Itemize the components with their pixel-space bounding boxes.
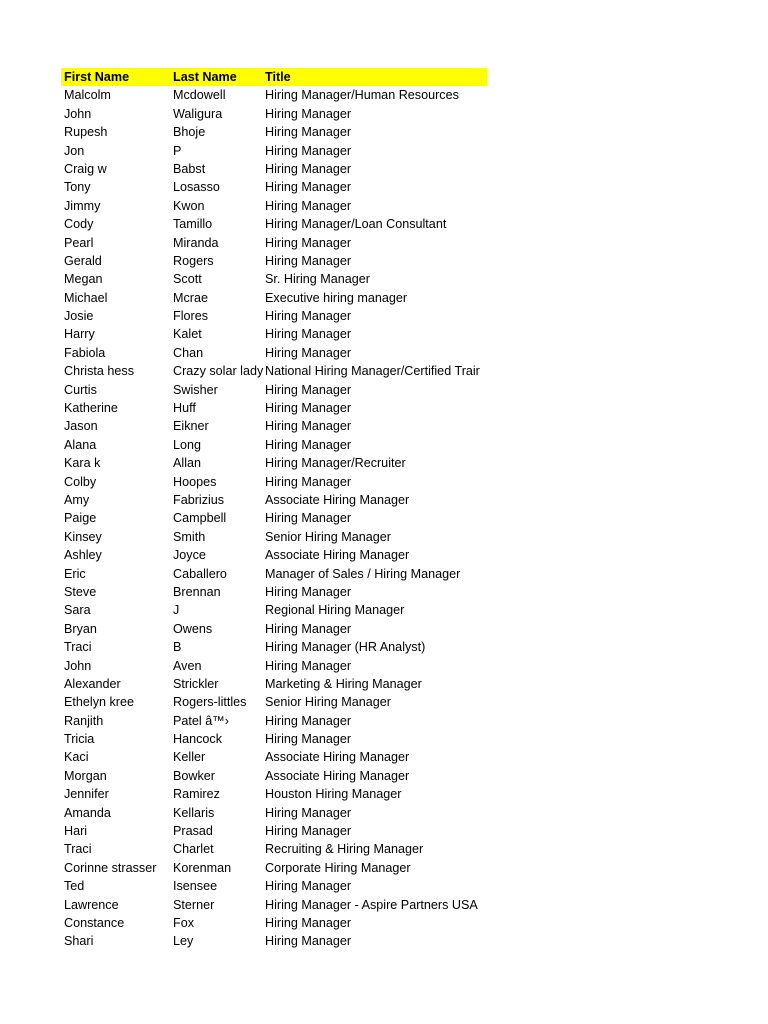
first-name-cell: Jennifer bbox=[64, 787, 109, 802]
title-cell: Regional Hiring Manager bbox=[265, 603, 405, 618]
first-name-cell: John bbox=[64, 106, 92, 121]
last-name-cell: Swisher bbox=[173, 382, 218, 397]
title-cell: Marketing & Hiring Manager bbox=[265, 676, 422, 691]
title-cell: Hiring Manager bbox=[265, 713, 352, 728]
first-name-cell: Michael bbox=[64, 290, 108, 305]
first-name-cell: Pearl bbox=[64, 235, 94, 250]
first-name-cell: Ethelyn kree bbox=[64, 695, 135, 710]
last-name-cell: Chan bbox=[173, 345, 204, 360]
title-cell: Hiring Manager bbox=[265, 309, 352, 324]
table-row bbox=[61, 528, 487, 546]
last-name-cell: Flores bbox=[173, 309, 208, 324]
first-name-cell: Amy bbox=[64, 492, 90, 507]
table-row bbox=[61, 565, 487, 583]
first-name-cell: Amanda bbox=[64, 805, 111, 820]
first-name-cell: Corinne strasser bbox=[64, 860, 157, 875]
last-name-cell: Crazy solar lady bbox=[173, 364, 264, 379]
last-name-cell: Isensee bbox=[173, 879, 218, 894]
last-name-cell: Korenman bbox=[173, 860, 232, 875]
table-row bbox=[61, 178, 487, 196]
last-name-cell: Mcrae bbox=[173, 290, 208, 305]
first-name-cell: Shari bbox=[64, 934, 94, 949]
first-name-cell: Katherine bbox=[64, 401, 118, 416]
title-cell: Manager of Sales / Hiring Manager bbox=[265, 566, 461, 581]
first-name-cell: Ranjith bbox=[64, 713, 104, 728]
table-row bbox=[61, 197, 487, 215]
title-cell: Hiring Manager bbox=[265, 235, 352, 250]
first-name-cell: Ted bbox=[64, 879, 85, 894]
table-row bbox=[61, 877, 487, 895]
first-name-cell: Hari bbox=[64, 824, 88, 839]
title-cell: Recruiting & Hiring Manager bbox=[265, 842, 424, 857]
table-row bbox=[61, 620, 487, 638]
last-name-cell: Huff bbox=[173, 401, 196, 416]
title-cell: Corporate Hiring Manager bbox=[265, 860, 411, 875]
first-name-cell: Alana bbox=[64, 437, 97, 452]
last-name-cell: Charlet bbox=[173, 842, 214, 857]
first-name-cell: Rupesh bbox=[64, 125, 108, 140]
header-last-name: Last Name bbox=[173, 70, 237, 84]
title-cell: Houston Hiring Manager bbox=[265, 787, 402, 802]
first-name-cell: Jimmy bbox=[64, 198, 101, 213]
table-row bbox=[61, 325, 487, 343]
last-name-cell: Eikner bbox=[173, 419, 209, 434]
last-name-cell: Miranda bbox=[173, 235, 219, 250]
first-name-cell: John bbox=[64, 658, 92, 673]
spreadsheet-table bbox=[61, 68, 487, 951]
title-cell: Hiring Manager bbox=[265, 382, 352, 397]
first-name-cell: Megan bbox=[64, 272, 103, 287]
last-name-cell: Ramirez bbox=[173, 787, 220, 802]
first-name-cell: Harry bbox=[64, 327, 95, 342]
title-cell: Hiring Manager bbox=[265, 401, 352, 416]
title-cell: Hiring Manager bbox=[265, 805, 352, 820]
last-name-cell: Fabrizius bbox=[173, 492, 225, 507]
title-cell: Hiring Manager/Loan Consultant bbox=[265, 217, 447, 232]
first-name-cell: Cody bbox=[64, 217, 94, 232]
table-row bbox=[61, 767, 487, 785]
last-name-cell: B bbox=[173, 640, 182, 655]
title-cell: Hiring Manager bbox=[265, 474, 352, 489]
table-row bbox=[61, 730, 487, 748]
first-name-cell: Traci bbox=[64, 842, 92, 857]
title-cell: Hiring Manager bbox=[265, 879, 352, 894]
first-name-cell: Eric bbox=[64, 566, 86, 581]
table-row bbox=[61, 160, 487, 178]
table-row bbox=[61, 105, 487, 123]
table-row bbox=[61, 822, 487, 840]
table-row bbox=[61, 86, 487, 104]
table-row bbox=[61, 675, 487, 693]
first-name-cell: Ashley bbox=[64, 548, 102, 563]
first-name-cell: Steve bbox=[64, 584, 97, 599]
title-cell: Associate Hiring Manager bbox=[265, 768, 410, 783]
last-name-cell: Sterner bbox=[173, 897, 215, 912]
header-first-name: First Name bbox=[64, 70, 130, 84]
table-row bbox=[61, 399, 487, 417]
title-cell: Associate Hiring Manager bbox=[265, 548, 410, 563]
last-name-cell: Patel â™› bbox=[173, 713, 229, 728]
table-row bbox=[61, 932, 487, 950]
last-name-cell: J bbox=[173, 603, 180, 618]
table-row bbox=[61, 252, 487, 270]
title-cell: Hiring Manager bbox=[265, 915, 352, 930]
table-row bbox=[61, 583, 487, 601]
last-name-cell: Strickler bbox=[173, 676, 219, 691]
title-cell: Hiring Manager bbox=[265, 327, 352, 342]
first-name-cell: Kara k bbox=[64, 456, 101, 471]
first-name-cell: Fabiola bbox=[64, 345, 106, 360]
title-cell: Hiring Manager/Human Resources bbox=[265, 88, 459, 103]
title-cell: Associate Hiring Manager bbox=[265, 492, 410, 507]
table-row bbox=[61, 693, 487, 711]
title-cell: Senior Hiring Manager bbox=[265, 695, 391, 710]
table-row bbox=[61, 270, 487, 288]
last-name-cell: Ley bbox=[173, 934, 194, 949]
table-row bbox=[61, 638, 487, 656]
title-cell: Hiring Manager bbox=[265, 511, 352, 526]
last-name-cell: Waligura bbox=[173, 106, 223, 121]
first-name-cell: Josie bbox=[64, 309, 94, 324]
table-row bbox=[61, 785, 487, 803]
last-name-cell: Long bbox=[173, 437, 202, 452]
table-row bbox=[61, 804, 487, 822]
table-row bbox=[61, 142, 487, 160]
title-cell: Hiring Manager bbox=[265, 732, 352, 747]
title-cell: Hiring Manager bbox=[265, 253, 352, 268]
title-cell: Hiring Manager bbox=[265, 824, 352, 839]
title-cell: Hiring Manager/Recruiter bbox=[265, 456, 406, 471]
title-cell: Hiring Manager bbox=[265, 621, 352, 636]
table-row bbox=[61, 362, 487, 380]
title-cell: Executive hiring manager bbox=[265, 290, 408, 305]
first-name-cell: Curtis bbox=[64, 382, 97, 397]
table-row bbox=[61, 840, 487, 858]
table-row bbox=[61, 473, 487, 491]
table-row bbox=[61, 509, 487, 527]
first-name-cell: Christa hess bbox=[64, 364, 134, 379]
title-cell: Sr. Hiring Manager bbox=[265, 272, 370, 287]
table-row bbox=[61, 344, 487, 362]
title-cell: Hiring Manager bbox=[265, 419, 352, 434]
first-name-cell: Traci bbox=[64, 640, 92, 655]
last-name-cell: Aven bbox=[173, 658, 202, 673]
last-name-cell: Fox bbox=[173, 915, 194, 930]
table-row bbox=[61, 289, 487, 307]
last-name-cell: Campbell bbox=[173, 511, 227, 526]
table-row bbox=[61, 454, 487, 472]
first-name-cell: Paige bbox=[64, 511, 97, 526]
first-name-cell: Sara bbox=[64, 603, 91, 618]
first-name-cell: Craig w bbox=[64, 161, 107, 176]
last-name-cell: Hancock bbox=[173, 732, 222, 747]
first-name-cell: Kinsey bbox=[64, 529, 102, 544]
title-cell: Hiring Manager bbox=[265, 143, 352, 158]
last-name-cell: Mcdowell bbox=[173, 88, 226, 103]
table-row bbox=[61, 896, 487, 914]
table-row bbox=[61, 657, 487, 675]
title-cell: Hiring Manager bbox=[265, 125, 352, 140]
last-name-cell: Allan bbox=[173, 456, 202, 471]
title-cell: Hiring Manager bbox=[265, 345, 352, 360]
table-row bbox=[61, 546, 487, 564]
table-row bbox=[61, 601, 487, 619]
table-row bbox=[61, 234, 487, 252]
first-name-cell: Malcolm bbox=[64, 88, 111, 103]
last-name-cell: Owens bbox=[173, 621, 213, 636]
table-row bbox=[61, 491, 487, 509]
first-name-cell: Morgan bbox=[64, 768, 107, 783]
table-row bbox=[61, 859, 487, 877]
table-row bbox=[61, 123, 487, 141]
last-name-cell: Kwon bbox=[173, 198, 205, 213]
first-name-cell: Gerald bbox=[64, 253, 102, 268]
last-name-cell: Losasso bbox=[173, 180, 220, 195]
table-row bbox=[61, 381, 487, 399]
first-name-cell: Alexander bbox=[64, 676, 121, 691]
last-name-cell: Keller bbox=[173, 750, 206, 765]
title-cell: Hiring Manager bbox=[265, 658, 352, 673]
title-cell: Hiring Manager bbox=[265, 934, 352, 949]
table-row bbox=[61, 417, 487, 435]
header-title: Title bbox=[265, 70, 291, 84]
title-cell: Associate Hiring Manager bbox=[265, 750, 410, 765]
last-name-cell: Bowker bbox=[173, 768, 215, 783]
title-cell: Senior Hiring Manager bbox=[265, 529, 391, 544]
last-name-cell: Hoopes bbox=[173, 474, 217, 489]
last-name-cell: Kalet bbox=[173, 327, 202, 342]
last-name-cell: Prasad bbox=[173, 824, 213, 839]
table-row bbox=[61, 436, 487, 454]
last-name-cell: Rogers bbox=[173, 253, 214, 268]
last-name-cell: Tamillo bbox=[173, 217, 213, 232]
title-cell: Hiring Manager bbox=[265, 437, 352, 452]
first-name-cell: Jon bbox=[64, 143, 85, 158]
table-row bbox=[61, 712, 487, 730]
first-name-cell: Tricia bbox=[64, 732, 95, 747]
first-name-cell: Colby bbox=[64, 474, 97, 489]
table-row bbox=[61, 215, 487, 233]
table-row bbox=[61, 748, 487, 766]
last-name-cell: Joyce bbox=[173, 548, 206, 563]
title-cell: Hiring Manager bbox=[265, 106, 352, 121]
last-name-cell: Babst bbox=[173, 161, 206, 176]
table-row bbox=[61, 307, 487, 325]
title-cell: Hiring Manager - Aspire Partners USA bbox=[265, 897, 478, 912]
title-cell: National Hiring Manager/Certified Trair bbox=[265, 364, 480, 379]
last-name-cell: Caballero bbox=[173, 566, 227, 581]
title-cell: Hiring Manager bbox=[265, 161, 352, 176]
table-row bbox=[61, 914, 487, 932]
title-cell: Hiring Manager bbox=[265, 180, 352, 195]
first-name-cell: Tony bbox=[64, 180, 91, 195]
title-cell: Hiring Manager (HR Analyst) bbox=[265, 640, 426, 655]
last-name-cell: Rogers-littles bbox=[173, 695, 247, 710]
first-name-cell: Constance bbox=[64, 915, 125, 930]
first-name-cell: Lawrence bbox=[64, 897, 119, 912]
last-name-cell: Smith bbox=[173, 529, 206, 544]
header-row bbox=[61, 68, 487, 86]
first-name-cell: Kaci bbox=[64, 750, 89, 765]
last-name-cell: P bbox=[173, 143, 182, 158]
last-name-cell: Bhoje bbox=[173, 125, 206, 140]
first-name-cell: Jason bbox=[64, 419, 98, 434]
title-cell: Hiring Manager bbox=[265, 198, 352, 213]
first-name-cell: Bryan bbox=[64, 621, 97, 636]
table-body bbox=[61, 86, 487, 950]
last-name-cell: Brennan bbox=[173, 584, 221, 599]
last-name-cell: Scott bbox=[173, 272, 202, 287]
last-name-cell: Kellaris bbox=[173, 805, 215, 820]
title-cell: Hiring Manager bbox=[265, 584, 352, 599]
